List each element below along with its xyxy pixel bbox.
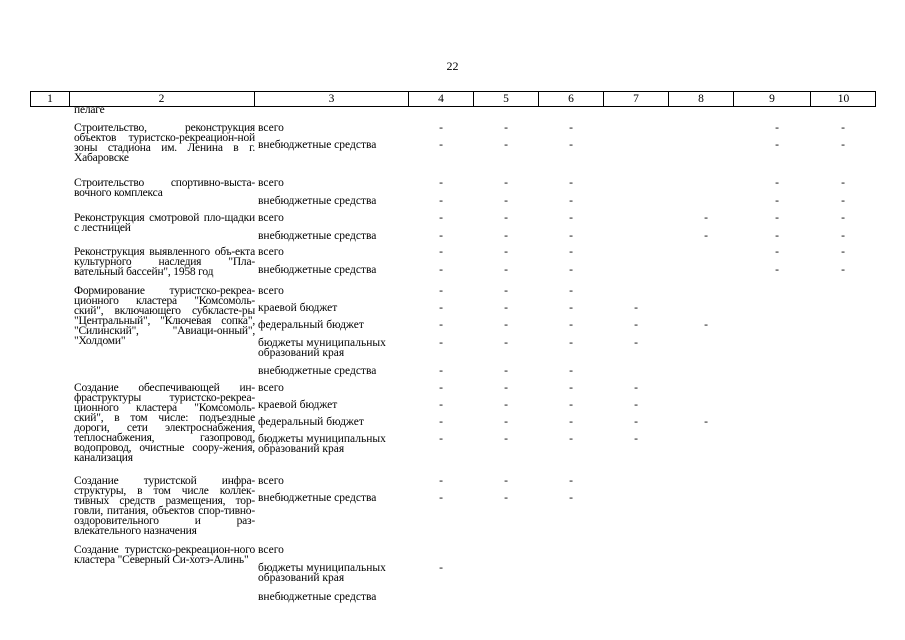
header-cell-6: 6: [539, 92, 604, 106]
row-description: Создание туристской инфра-структуры, в том числе коллек-тивных средств размещения, тор-говли, питания, объектов спор-тивно-оздоровительного и раз-влекательного назначения: [74, 475, 255, 537]
value-cell-col10: -: [841, 177, 845, 189]
value-cell-col5: -: [504, 195, 508, 207]
value-cell-col4: -: [439, 399, 443, 411]
header-cell-2: 2: [69, 92, 255, 106]
value-cell-col4: -: [439, 177, 443, 189]
value-cell-col4: -: [439, 492, 443, 504]
funding-source: внебюджетные средства: [258, 365, 377, 377]
value-cell-col7: -: [634, 337, 638, 349]
funding-source: внебюджетные средства: [258, 139, 377, 151]
value-cell-col4: -: [439, 433, 443, 445]
row-description: пелаге: [74, 104, 105, 116]
header-cell-7: 7: [604, 92, 669, 106]
funding-source: всего: [258, 475, 284, 487]
value-cell-col8: -: [704, 230, 708, 242]
value-cell-col7: -: [634, 416, 638, 428]
value-cell-col6: -: [569, 285, 573, 297]
funding-source: всего: [258, 285, 284, 297]
value-cell-col5: -: [504, 264, 508, 276]
value-cell-col6: -: [569, 337, 573, 349]
value-cell-col4: -: [439, 139, 443, 151]
header-cell-1: 1: [31, 92, 70, 106]
header-cell-3: 3: [255, 92, 409, 106]
value-cell-col7: -: [634, 302, 638, 314]
funding-source: всего: [258, 544, 284, 556]
value-cell-col5: -: [504, 399, 508, 411]
row-description: Реконструкция смотровой пло-щадки с лестницей: [74, 212, 255, 234]
value-cell-col6: -: [569, 416, 573, 428]
funding-source: бюджеты муниципальных образований края: [258, 433, 386, 455]
header-cell-8: 8: [669, 92, 734, 106]
row-description: Создание туристско-рекреацион-ного кластера "Северный Си-хотэ-Алинь": [74, 544, 255, 566]
value-cell-col4: -: [439, 475, 443, 487]
value-cell-col4: -: [439, 382, 443, 394]
value-cell-col9: -: [775, 139, 779, 151]
header-cell-10: 10: [837, 93, 850, 105]
value-cell-col5: -: [504, 492, 508, 504]
value-cell-col6: -: [569, 382, 573, 394]
value-cell-col10: -: [841, 246, 845, 258]
value-cell-col8: -: [704, 319, 708, 331]
value-cell-col7: -: [634, 433, 638, 445]
header-cell-4: 4: [409, 92, 474, 106]
value-cell-col7: -: [634, 319, 638, 331]
value-cell-col10: -: [841, 195, 845, 207]
funding-source: внебюджетные средства: [258, 492, 377, 504]
value-cell-col7: -: [634, 399, 638, 411]
header-cell-9: 9: [734, 92, 811, 106]
value-cell-col4: -: [439, 230, 443, 242]
funding-source: внебюджетные средства: [258, 264, 377, 276]
funding-source: внебюджетные средства: [258, 195, 377, 207]
funding-source: бюджеты муниципальных образований края: [258, 337, 386, 359]
value-cell-col8: -: [704, 212, 708, 224]
value-cell-col6: -: [569, 365, 573, 377]
value-cell-col6: -: [569, 475, 573, 487]
funding-source: всего: [258, 246, 284, 258]
funding-source: всего: [258, 122, 284, 134]
value-cell-col6: -: [569, 302, 573, 314]
value-cell-col10: -: [841, 212, 845, 224]
value-cell-col6: -: [569, 319, 573, 331]
value-cell-col4: -: [439, 246, 443, 258]
funding-source: федеральный бюджет: [258, 416, 364, 428]
value-cell-col6: -: [569, 177, 573, 189]
value-cell-col5: -: [504, 475, 508, 487]
value-cell-col10: -: [841, 122, 845, 134]
value-cell-col10: -: [841, 230, 845, 242]
value-cell-col6: -: [569, 230, 573, 242]
value-cell-col5: -: [504, 337, 508, 349]
value-cell-col10: -: [841, 139, 845, 151]
page-number: 22: [446, 59, 459, 73]
header-cell-5: 5: [474, 92, 539, 106]
funding-source: внебюджетные средства: [258, 591, 377, 603]
value-cell-col5: -: [504, 122, 508, 134]
value-cell-col5: -: [504, 246, 508, 258]
value-cell-col6: -: [569, 399, 573, 411]
value-cell-col5: -: [504, 212, 508, 224]
value-cell-col9: -: [775, 212, 779, 224]
funding-source: краевой бюджет: [258, 302, 338, 314]
value-cell-col5: -: [504, 285, 508, 297]
value-cell-col6: -: [569, 264, 573, 276]
value-cell-col6: -: [569, 122, 573, 134]
value-cell-col6: -: [569, 492, 573, 504]
value-cell-col7: -: [634, 382, 638, 394]
row-description: Строительство спортивно-выста-вочного комплекса: [74, 177, 255, 199]
value-cell-col5: -: [504, 416, 508, 428]
value-cell-col6: -: [569, 246, 573, 258]
value-cell-col5: -: [504, 433, 508, 445]
value-cell-col10: -: [841, 264, 845, 276]
value-cell-col6: -: [569, 195, 573, 207]
funding-source: всего: [258, 177, 284, 189]
value-cell-col9: -: [775, 195, 779, 207]
value-cell-col9: -: [775, 230, 779, 242]
funding-source: краевой бюджет: [258, 399, 338, 411]
value-cell-col4: -: [439, 122, 443, 134]
value-cell-col6: -: [569, 433, 573, 445]
value-cell-col4: -: [439, 302, 443, 314]
value-cell-col9: -: [775, 246, 779, 258]
value-cell-col4: -: [439, 212, 443, 224]
value-cell-col6: -: [569, 212, 573, 224]
row-description: Создание обеспечивающей ин-фраструктуры туристско-рекреа-ционного кластера "Комсомоль-ский", в том числе: подъездные дороги, сети электроснабжения, теплоснабжения, газопровод, водопровод, очистные соору-жения, канализация: [74, 382, 255, 464]
value-cell-col5: -: [504, 230, 508, 242]
value-cell-col4: -: [439, 319, 443, 331]
funding-source: внебюджетные средства: [258, 230, 377, 242]
value-cell-col4: -: [439, 416, 443, 428]
row-description: Реконструкция выявленного объ-екта культурного наследия "Пла-вательный бассейн", 1958 год: [74, 246, 255, 278]
value-cell-col4: -: [439, 337, 443, 349]
value-cell-col4: -: [439, 285, 443, 297]
value-cell-col4: -: [439, 562, 443, 574]
value-cell-col5: -: [504, 177, 508, 189]
value-cell-col8: -: [704, 416, 708, 428]
value-cell-col5: -: [504, 382, 508, 394]
value-cell-col4: -: [439, 264, 443, 276]
value-cell-col6: -: [569, 139, 573, 151]
value-cell-col5: -: [504, 365, 508, 377]
value-cell-col9: -: [775, 264, 779, 276]
funding-source: бюджеты муниципальных образований края: [258, 562, 386, 584]
value-cell-col5: -: [504, 319, 508, 331]
funding-source: всего: [258, 382, 284, 394]
value-cell-col4: -: [439, 195, 443, 207]
value-cell-col9: -: [775, 122, 779, 134]
row-description: Строительство, реконструкция объектов туристско-рекреацион-ной зоны стадиона им. Ленина в г. Хабаровске: [74, 122, 255, 164]
value-cell-col4: -: [439, 365, 443, 377]
row-description: Формирование туристско-рекреа-ционного кластера "Комсомоль-ский", включающего субкласте-ры "Центральный", "Ключевая сопка", "Силинский", "Авиаци-онный", "Холдоми": [74, 285, 255, 347]
value-cell-col9: -: [775, 177, 779, 189]
value-cell-col5: -: [504, 139, 508, 151]
funding-source: федеральный бюджет: [258, 319, 364, 331]
funding-source: всего: [258, 212, 284, 224]
value-cell-col5: -: [504, 302, 508, 314]
